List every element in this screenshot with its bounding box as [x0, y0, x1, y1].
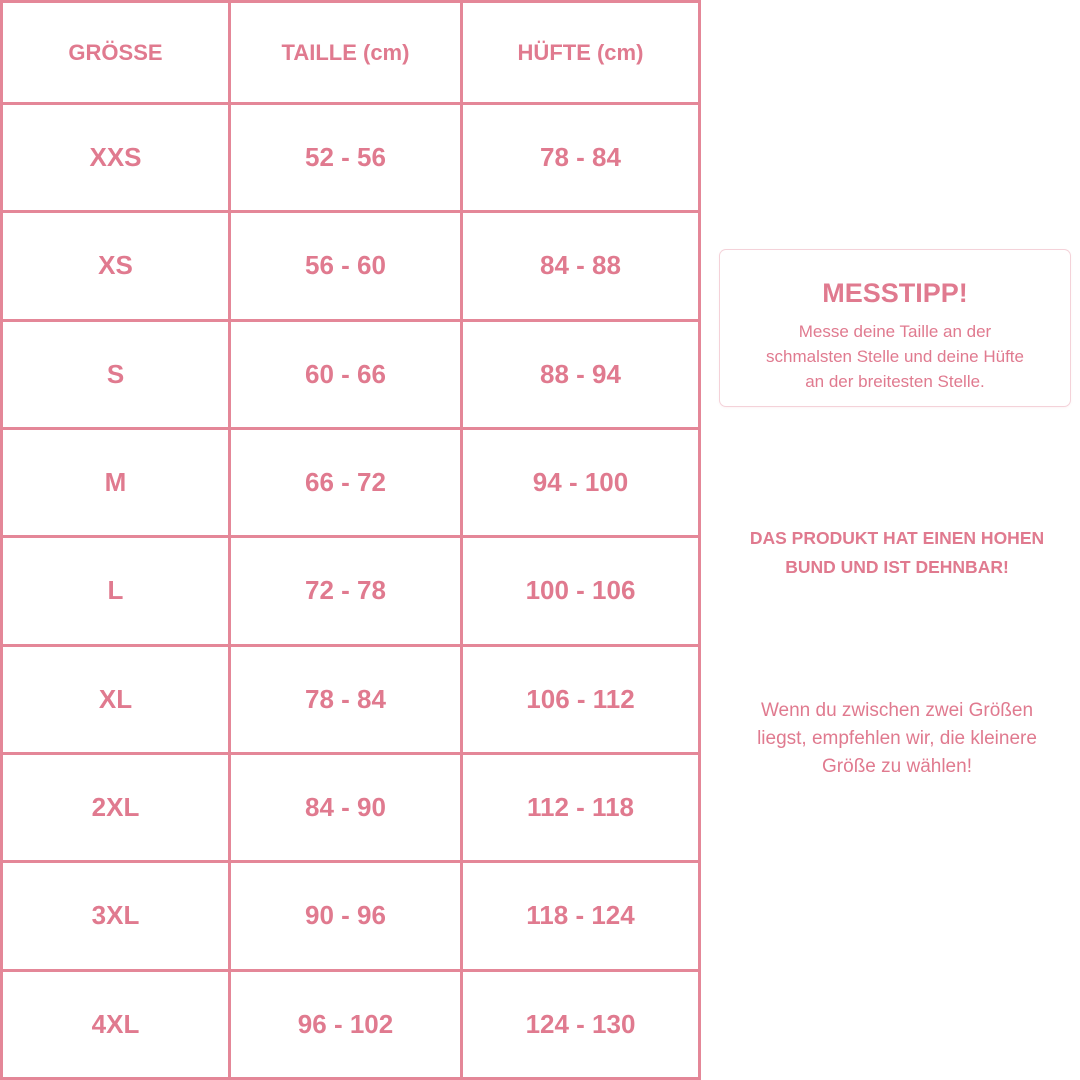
tip-title: MESSTIPP! — [822, 278, 968, 308]
table-row — [2, 320, 700, 428]
table-row — [2, 862, 700, 970]
cell-size: XL — [2, 645, 230, 753]
cell-hip: 118 - 124 — [462, 862, 700, 970]
advice-line: Wenn du zwischen zwei Größen — [760, 700, 1034, 721]
cell-hip: 84 - 88 — [462, 212, 700, 320]
cell-size: XS — [2, 212, 230, 320]
cell-waist: 96 - 102 — [230, 970, 462, 1078]
cell-size: S — [2, 320, 230, 428]
table-row — [2, 970, 700, 1078]
cell-hip: 124 - 130 — [462, 970, 700, 1078]
table-header-row — [2, 2, 700, 104]
cell-waist: 78 - 84 — [230, 645, 462, 753]
tip-text — [720, 319, 1070, 394]
cell-waist: 56 - 60 — [230, 212, 462, 320]
size-advice — [718, 697, 1076, 781]
cell-waist: 90 - 96 — [230, 862, 462, 970]
header-waist: TAILLE (cm) — [230, 2, 462, 104]
tip-line: an der breitesten Stelle. — [805, 372, 985, 391]
cell-hip: 100 - 106 — [462, 537, 700, 645]
table-row — [2, 428, 700, 536]
cell-size: 3XL — [2, 862, 230, 970]
cell-hip: 78 - 84 — [462, 104, 700, 212]
advice-line: Größe zu wählen! — [822, 756, 972, 777]
cell-waist: 84 - 90 — [230, 753, 462, 861]
cell-size: 4XL — [2, 970, 230, 1078]
product-notice — [718, 524, 1076, 582]
cell-hip: 106 - 112 — [462, 645, 700, 753]
notice-line: DAS PRODUKT HAT EINEN HOHEN — [749, 528, 1045, 548]
measuring-tip-box — [720, 250, 1070, 406]
tip-line: Messe deine Taille an der — [798, 322, 992, 341]
cell-hip: 94 - 100 — [462, 428, 700, 536]
table-row — [2, 645, 700, 753]
cell-size: L — [2, 537, 230, 645]
cell-size: XXS — [2, 104, 230, 212]
cell-waist: 66 - 72 — [230, 428, 462, 536]
cell-size: M — [2, 428, 230, 536]
table-row — [2, 537, 700, 645]
cell-hip: 88 - 94 — [462, 320, 700, 428]
cell-waist: 60 - 66 — [230, 320, 462, 428]
table-row — [2, 212, 700, 320]
header-size: GRÖSSE — [2, 2, 230, 104]
cell-size: 2XL — [2, 753, 230, 861]
advice-line: liegst, empfehlen wir, die kleinere — [757, 728, 1037, 749]
cell-waist: 72 - 78 — [230, 537, 462, 645]
table-row — [2, 104, 700, 212]
header-hip: HÜFTE (cm) — [462, 2, 700, 104]
cell-waist: 52 - 56 — [230, 104, 462, 212]
notice-line: BUND UND IST DEHNBAR! — [785, 557, 1009, 577]
tip-line: schmalsten Stelle und deine Hüfte — [766, 347, 1024, 366]
cell-hip: 112 - 118 — [462, 753, 700, 861]
table-row — [2, 753, 700, 861]
